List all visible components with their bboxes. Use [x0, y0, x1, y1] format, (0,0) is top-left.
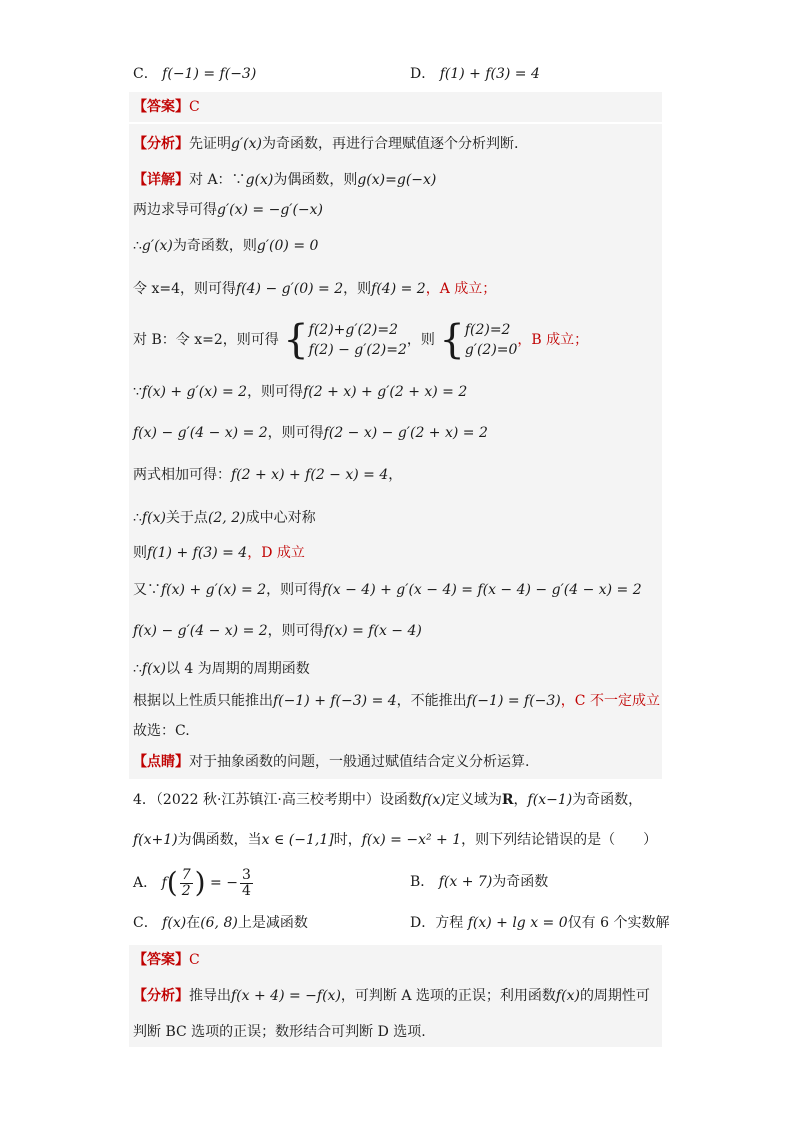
q4-stem-line-1: 4．（2022 秋·江苏镇江·高三校考期中）设函数f(x)定义域为R，f(x−1)为奇函数， [133, 792, 643, 808]
q3-option-d: D． f(1) + f(3) = 4 [410, 66, 540, 82]
detail-line-6: ∵f(x) + g′(x) = 2，则可得f(2 + x) + g′(2 + x) = 2 [133, 384, 468, 400]
q3-analysis: 【分析】先证明g′(x)为奇函数，再进行合理赋值逐个分析判断. [133, 136, 519, 152]
detail-line-11: 又∵f(x) + g′(x) = 2，则可得f(x − 4) + g′(x − 4) = f(x − 4) − g′(4 − x) = 2 [133, 582, 642, 598]
detail-block-bg [129, 124, 662, 779]
detail-line-1: 【详解】对 A：∵g(x)为偶函数，则g(x)=g(−x) [133, 172, 437, 188]
detail-line-2: 两边求导可得g′(x) = −g′(−x) [133, 202, 324, 218]
q4-analysis-line-1: 【分析】推导出f(x + 4) = −f(x)，可判断 A 选项的正误；利用函数f(x)的周期性可 [133, 988, 650, 1004]
equation-system-2: f(2)=2 g′(2)=0 [464, 322, 518, 358]
left-brace-1: { [283, 317, 309, 363]
q3-answer: 【答案】C [133, 99, 200, 115]
detail-line-13: ∴f(x)以 4 为周期的周期函数 [133, 661, 310, 677]
q4-analysis-line-2: 判断 BC 选项的正误；数形结合可判断 D 选项. [133, 1024, 426, 1040]
detail-line-15: 故选：C. [133, 723, 190, 739]
q4-option-a: A． f( $\frac{7}{2}$ ) = − $\frac{3}{4}$ [133, 866, 251, 899]
q3-option-c: C． f(−1) = f(−3) [133, 66, 257, 82]
detail-line-14: 根据以上性质只能推出f(−1) + f(−3) = 4，不能推出f(−1) = f(−3)，C 不一定成立 [133, 693, 660, 709]
q4-answer: 【答案】C [133, 952, 200, 968]
fraction-three-quarters: $\frac{3}{4}$ [241, 866, 251, 899]
q4-option-b: B． f(x + 7)为奇函数 [410, 874, 549, 890]
left-brace-2: { [439, 317, 465, 363]
q4-stem-line-2: f(x+1)为偶函数，当x ∈ (−1,1]时，f(x) = −x² + 1，则下列结论错误的是（ ） [133, 832, 658, 848]
fraction-seven-halves: $\frac{7}{2}$ [181, 866, 191, 899]
detail-line-3: ∴g′(x)为奇函数，则g′(0) = 0 [133, 238, 319, 254]
detail-line-10: 则f(1) + f(3) = 4，D 成立 [133, 545, 305, 561]
detail-line-12: f(x) − g′(4 − x) = 2，则可得f(x) = f(x − 4) [133, 623, 422, 639]
detail-line-5: 对 B：令 x=2，则可得 { f(2)+g′(2)=2 f(2) − g′(2)=2 ，则 { f(2)=2 g′(2)=0 ，B 成立； [133, 317, 589, 363]
q4-option-c: C． f(x)在(6, 8)上是减函数 [133, 915, 308, 931]
equation-system-1: f(2)+g′(2)=2 f(2) − g′(2)=2 [308, 322, 407, 358]
q3-remark: 【点睛】对于抽象函数的问题，一般通过赋值结合定义分析运算. [133, 754, 530, 770]
answer-block-bg [129, 92, 662, 122]
detail-line-4: 令 x=4，则可得f(4) − g′(0) = 2，则f(4) = 2，A 成立； [133, 281, 497, 297]
detail-line-9: ∴f(x)关于点(2, 2)成中心对称 [133, 510, 316, 526]
q4-option-d: D．方程 f(x) + lg x = 0仅有 6 个实数解 [410, 915, 670, 931]
detail-line-7: f(x) − g′(4 − x) = 2，则可得f(2 − x) − g′(2 + x) = 2 [133, 425, 488, 441]
detail-line-8: 两式相加可得：f(2 + x) + f(2 − x) = 4， [133, 467, 403, 483]
